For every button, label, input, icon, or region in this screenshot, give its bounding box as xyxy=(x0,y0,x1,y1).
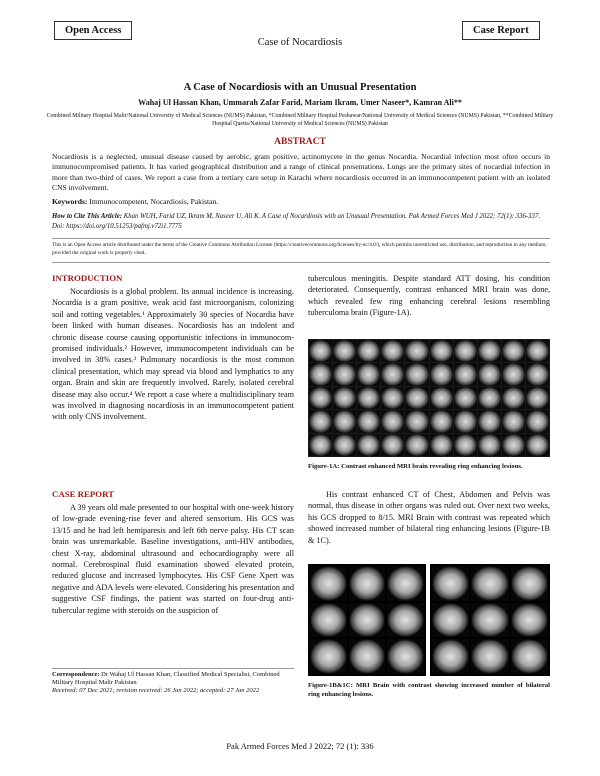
correspondence xyxy=(52,671,294,696)
abstract-text: Nocardiosis is a neglected, unusual disease caused by aerobic, gram positive, actinomycete in the genus Nocardia. Nocardial infection most often occurs in immunocompromised patients. It has varied geographical distribution and a range of clinical presentations. Lungs are the primary sites of nocardial infection in more than two-third of cases. We report a case from a tertiary care setup in Karachi where nocardiosis occurred in an immunocompetent patient with an isolated CNS involvement. xyxy=(52,152,550,193)
case-report-continued-2 xyxy=(308,489,550,546)
case-report-continued xyxy=(308,273,550,319)
case-report-heading: CASE REPORT xyxy=(52,489,115,499)
how-to-cite xyxy=(52,212,550,231)
affiliations: Combined Military Hospital Malir/National University of Medical Sciences (NUMS) Pakistan, *Combined Military Hospital Peshawar/National University of Medical Sciences (NUMS) Pakistan, **Combined Military Hospital Quetta/National University of Medical Sciences (NUMS) Pakistan xyxy=(46,113,554,127)
introduction-text xyxy=(52,286,294,423)
introduction-paragraph: Nocardiosis is a global problem. Its annual incidence is increasing. Nocardia is a gram positive, weak acid fast microorganism, colonizing soil and rotting vegetables.¹ Approximately 30 species of Nocardia have been linked with human diseases. Nocardiosis has an indolent and chronic disease course causing opportunistic infections in immunocom-promised individuals.² However, immunocompetent individuals can be involved in 38% cases.³ Pulmonary nocardiosis is the most common clinical presentation, which may spread via blood and lymphatics to any organ. Brain and skin are frequently involved. Rarely, isolated cerebral disease may also occur.⁴ We report a case where a multidisciplinary team was involved in diagnosing nocardiosis in an immunocompetent patient with only CNS involvement. xyxy=(52,287,294,422)
right-paragraph-2: His contrast enhanced CT of Chest, Abdomen and Pelvis was normal, thus disease in other organs was ruled out. Over next two weeks, his GCS dropped to 8/15. MRI Brain with contrast was repeated which showed increased number of bilateral ring enhancing lesions (Figure-1B & 1C). xyxy=(308,490,550,545)
figure-1a-mri-image xyxy=(308,339,550,457)
keywords xyxy=(52,197,550,206)
cite-text: Khan WUH, Farid UZ, Ikram M, Naseer U, Ali K. A Case of Nocardiosis with an Unusual Presentation. Pak Armed Forces Med J 2022; 72(1): 336-337. xyxy=(123,213,541,220)
author-list: Wahaj Ul Hassan Khan, Ummarah Zafar Farid, Mariam Ikram, Umer Naseer*, Kamran Ali** xyxy=(138,98,462,107)
open-access-badge: Open Access xyxy=(54,21,132,40)
keywords-label: Keywords: xyxy=(52,197,88,206)
correspondence-label: Correspondence: xyxy=(52,671,100,678)
article-title: A Case of Nocardiosis with an Unusual Presentation xyxy=(183,82,417,93)
right-paragraph-1: tuberculous meningitis. Despite standard ATT dosing, his condition deteriorated. Consequently, contrast enhanced MRI brain was done, which revealed few ring enhancing cerebral lesions resembling tuberculoma brain (Figure-1A). xyxy=(308,274,550,318)
introduction-heading: INTRODUCTION xyxy=(52,273,123,283)
divider xyxy=(52,668,294,669)
cite-label: How to Cite This Article: xyxy=(52,213,122,220)
page-footer: Pak Armed Forces Med J 2022; 72 (1): 336 xyxy=(226,741,374,751)
received-dates: Received: 07 Dec 2021; revision received: 26 Jan 2022; accepted: 27 Jan 2022 xyxy=(52,687,260,695)
figure-1bc-caption: Figure-1B&1C: MRI Brain with contrast showing increased number of bilateral ring enhancing lesions. xyxy=(308,682,550,698)
figure-1a-caption: Figure-1A: Contrast enhanced MRI brain revealing ring enhancing lesions. xyxy=(308,463,523,470)
case-report-badge: Case Report xyxy=(462,21,540,40)
case-report-paragraph: A 39 years old male presented to our hospital with one-week history of low-grade evening-rise fever and altered sensorium. His GCS was 13/15 and he had left hemiparesis and left 6th nerve palsy. His CT scan brain was unremarkable. Baseline investigations, anti-HIV antibodies, chest X-ray, abdominal ultrasound and echocardiography were all normal. Cerebrospinal fluid examination showed elevated protein, reduced glucose and increased lymphocytes. His CSF Gene Xpert was negative and ADA levels were elevated. Considering his presentation and suggestive CSF findings, the patient was started on four-drug anti-tubercular regime with steroids on the suspicion of xyxy=(52,503,294,615)
case-report-text xyxy=(52,502,294,616)
correspondence-text: Dr Wahaj Ul Hassan Khan, Classified Medical Specialist, Combined Military Hospital Malir Pakistan xyxy=(52,671,280,687)
cite-doi[interactable]: Doi: https://doi.org/10.51253/pafmj.v72i1.7775 xyxy=(52,222,182,230)
divider xyxy=(52,238,550,239)
divider xyxy=(52,262,550,263)
abstract-heading: ABSTRACT xyxy=(274,137,326,147)
figure-1c-mri-image xyxy=(430,564,550,676)
license-notice: This is an Open Access article distributed under the terms of the Creative Commons Attribution License (https://creativecommons.org/licenses/by-nc/4.0/), which permits unrestricted use, distribution, and reproduction in any medium, provided the original work is properly cited. xyxy=(52,242,547,256)
figure-1b-mri-image xyxy=(308,564,426,676)
running-title: Case of Nocardiosis xyxy=(257,37,343,48)
keywords-value: Immunocompetent, Nocardiosis, Pakistan. xyxy=(89,197,219,206)
